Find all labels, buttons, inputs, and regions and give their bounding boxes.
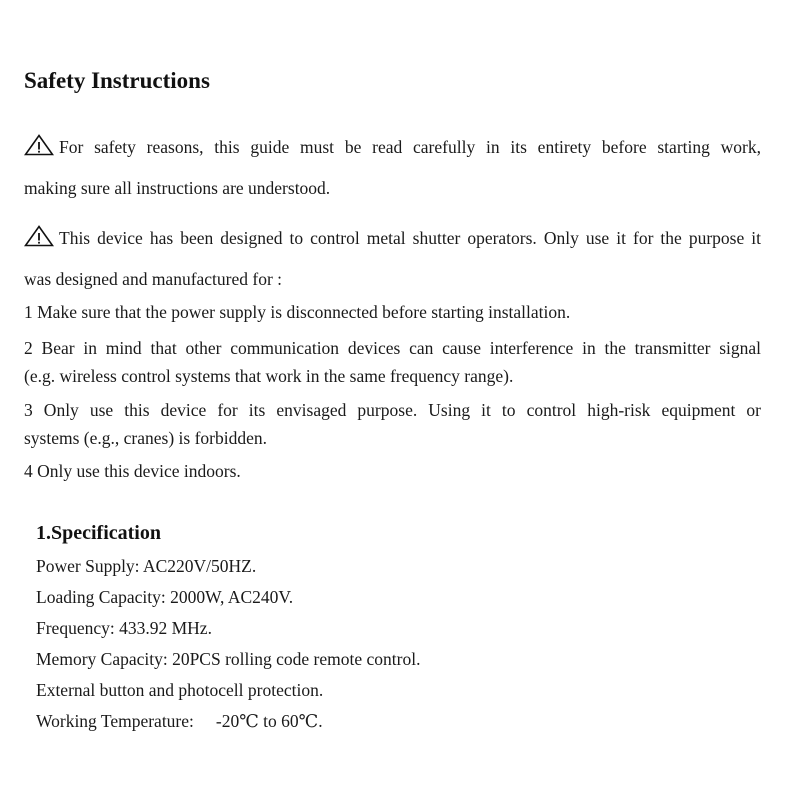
instruction-1 bbox=[24, 298, 761, 326]
instruction-2-line-1: 2 Bear in mind that other communication devices can cause interference in the transmitter signal bbox=[24, 338, 761, 358]
warning-block-2 bbox=[24, 219, 761, 298]
working-temperature-value: -20℃ to 60℃. bbox=[215, 711, 323, 731]
instruction-2 bbox=[24, 334, 761, 390]
instruction-1-line-1: 1 Make sure that the power supply is disconnected before starting installation. bbox=[24, 302, 571, 322]
warning-1-line-1: For safety reasons, this guide must be read carefully in its entirety before starting work, bbox=[59, 137, 761, 157]
spec-loading-capacity: Loading Capacity: 2000W, AC240V. bbox=[36, 587, 294, 607]
spec-frequency: Frequency: 433.92 MHz. bbox=[36, 618, 212, 638]
working-temperature-label: Working Temperature: bbox=[36, 711, 194, 731]
instruction-4 bbox=[24, 457, 761, 485]
page-title: Safety Instructions bbox=[24, 68, 210, 93]
warning-triangle-icon bbox=[24, 222, 54, 260]
warning-1-line-2: making sure all instructions are understood. bbox=[24, 178, 331, 198]
instruction-4-line-1: 4 Only use this device indoors. bbox=[24, 461, 241, 481]
spec-working-temperature bbox=[36, 711, 323, 732]
spec-external-button: External button and photocell protection. bbox=[36, 680, 324, 700]
warning-2-line-2: was designed and manufactured for : bbox=[24, 269, 283, 289]
warning-block-1 bbox=[24, 128, 761, 207]
warning-triangle-icon bbox=[24, 131, 54, 169]
instruction-3 bbox=[24, 396, 761, 452]
instruction-2-line-2: (e.g. wireless control systems that work in the same frequency range). bbox=[24, 366, 514, 386]
instruction-3-line-1: 3 Only use this device for its envisaged purpose. Using it to control high-risk equipment or bbox=[24, 400, 761, 420]
instruction-3-line-2: systems (e.g., cranes) is forbidden. bbox=[24, 428, 267, 448]
warning-2-line-1: This device has been designed to control metal shutter operators. Only use it for the purpose it bbox=[59, 228, 761, 248]
spec-power-supply: Power Supply: AC220V/50HZ. bbox=[36, 556, 257, 576]
specification-title: 1.Specification bbox=[36, 522, 161, 544]
spec-memory-capacity: Memory Capacity: 20PCS rolling code remote control. bbox=[36, 649, 421, 669]
